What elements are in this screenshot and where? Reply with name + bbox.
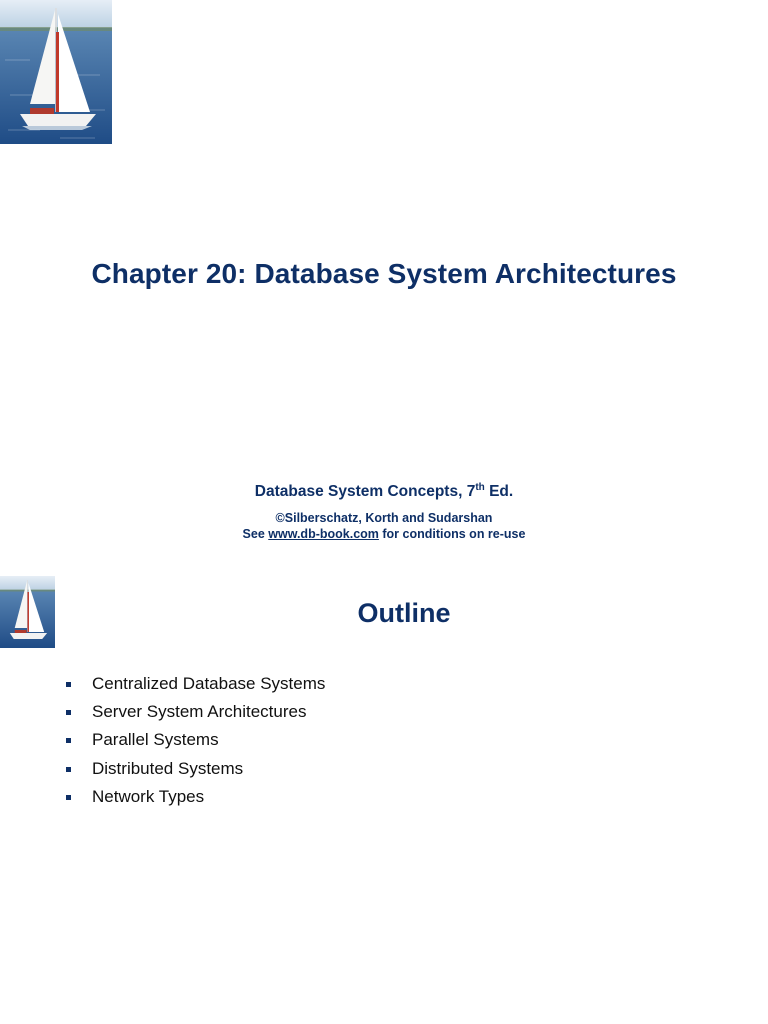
- list-item-text: Distributed Systems: [92, 758, 244, 778]
- sailboat-image: [0, 0, 112, 144]
- sailboat-photo: [0, 0, 112, 144]
- list-item: [66, 755, 325, 783]
- bullet-icon: [66, 795, 71, 800]
- outline-title: Outline: [357, 598, 451, 628]
- reuse-suffix: for conditions on re-use: [378, 527, 526, 541]
- reuse-prefix: See: [242, 527, 269, 541]
- edition-superscript: th: [475, 482, 485, 493]
- edition-suffix: Ed.: [484, 483, 514, 500]
- list-item-text: Network Types: [92, 786, 205, 806]
- bullet-icon: [66, 682, 71, 687]
- list-item-text: Server System Architectures: [92, 702, 307, 722]
- list-item: [66, 698, 325, 726]
- db-book-link[interactable]: www.db-book.com: [268, 527, 379, 541]
- chapter-title: Chapter 20: Database System Architectures: [91, 258, 677, 289]
- book-title: [0, 483, 768, 501]
- list-item-text: Parallel Systems: [92, 730, 219, 750]
- bullet-icon: [66, 738, 71, 743]
- outline-slide: [0, 572, 768, 1024]
- list-item-text: Centralized Database Systems: [92, 674, 326, 693]
- list-item: [66, 783, 325, 811]
- bullet-icon: [66, 710, 71, 715]
- list-item: [66, 670, 325, 698]
- list-item: [66, 726, 325, 754]
- copyright-line: ©Silberschatz, Korth and Sudarshan: [275, 511, 493, 525]
- book-title-text: Database System Concepts, 7: [254, 483, 476, 500]
- bullet-icon: [66, 767, 71, 772]
- outline-list: [66, 670, 325, 811]
- reuse-notice: [0, 527, 768, 541]
